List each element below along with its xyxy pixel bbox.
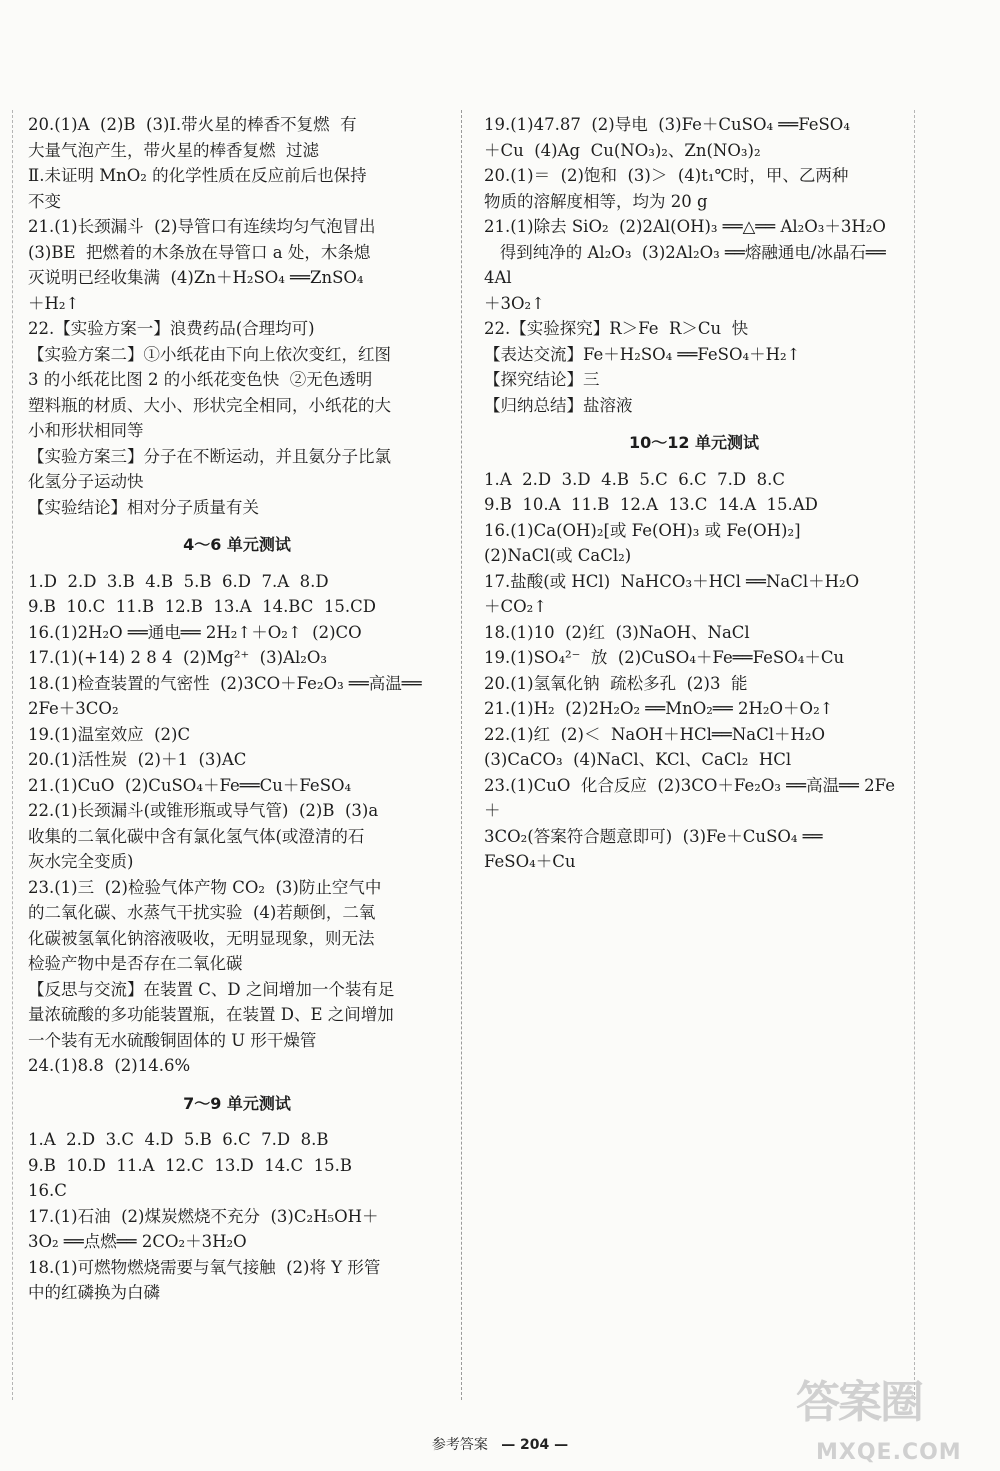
answer-line: FeSO₄＋Cu xyxy=(484,852,576,871)
answer-line: 不变 xyxy=(28,191,61,211)
answer-line: 19.(1)47.87 (2)导电 (3)Fe＋CuSO₄ ══FeSO₄ xyxy=(484,115,850,134)
answer-block xyxy=(28,316,446,520)
answer-line: (3)BE 把燃着的木条放在导管口 a 处，木条熄 xyxy=(28,242,371,262)
answer-line: (2)NaCl(或 CaCl₂) xyxy=(484,546,632,565)
answer-line: 物质的溶解度相等，均为 20 g xyxy=(484,191,708,211)
answer-block xyxy=(28,645,446,671)
answer-line: 【实验结论】相对分子质量有关 xyxy=(28,497,259,517)
answer-line: 3 的小纸花比图 2 的小纸花变色快 ②无色透明 xyxy=(28,370,373,389)
answer-line: 塑料瓶的材质、大小、形状完全相同，小纸花的大 xyxy=(28,395,391,415)
answer-line: 21.(1)除去 SiO₂ (2)2Al(OH)₃ ══△══ Al₂O₃＋3H₂O xyxy=(484,217,886,236)
answer-line: 1.A 2.D 3.D 4.B 5.C 6.C 7.D 8.C xyxy=(484,469,785,489)
answer-line: 【表达交流】Fe＋H₂SO₄ ══FeSO₄＋H₂↑ xyxy=(484,344,801,364)
answer-line: 22.(1)长颈漏斗(或锥形瓶或导气管) (2)B (3)a xyxy=(28,801,379,820)
answer-line: 18.(1)检查装置的气密性 (2)3CO＋Fe₂O₃ ══高温══ xyxy=(28,673,422,693)
answer-line: 22.【实验探究】R＞Fe R＞Cu 快 xyxy=(484,319,749,338)
answer-line: 20.(1)活性炭 (2)＋1 (3)AC xyxy=(28,750,247,769)
answer-block xyxy=(28,798,446,875)
answer-block xyxy=(484,569,904,620)
answer-line: 的二氧化碳、水蒸气干扰实验 (4)若颠倒，二氧 xyxy=(28,903,376,922)
answer-line: 【反思与交流】在装置 C、D 之间增加一个装有足 xyxy=(28,979,395,999)
answer-line: 20.(1)＝ (2)饱和 (3)＞ (4)t₁℃时，甲、乙两种 xyxy=(484,166,849,185)
answer-block xyxy=(484,620,904,646)
answer-line: 中的红磷换为白磷 xyxy=(28,1283,160,1302)
answer-line: 21.(1)长颈漏斗 (2)导管口有连续均匀气泡冒出 xyxy=(28,217,376,236)
answer-line: 16.C xyxy=(28,1181,67,1200)
answer-line: 1.A 2.D 3.C 4.D 5.B 6.C 7.D 8.B xyxy=(28,1130,329,1149)
answer-line: (3)CaCO₃ (4)NaCl、KCl、CaCl₂ HCl xyxy=(484,750,792,769)
answer-line: 20.(1)A (2)B (3)Ⅰ.带火星的棒香不复燃 有 xyxy=(28,115,357,134)
answer-block xyxy=(28,875,446,1054)
answer-line: 2Fe＋3CO₂ xyxy=(28,699,119,718)
answer-line: 9.B 10.C 11.B 12.B 13.A 14.BC 15.CD xyxy=(28,597,376,616)
answer-line: 【归纳总结】盐溶液 xyxy=(484,395,633,415)
answer-line: 3O₂ ══点燃══ 2CO₂＋3H₂O xyxy=(28,1232,247,1251)
watermark-url: MXQE.COM xyxy=(816,1440,962,1465)
answer-block xyxy=(28,620,446,646)
answer-line: 3CO₂(答案符合题意即可) (3)Fe＋CuSO₄ ══ xyxy=(484,826,823,846)
answer-line: 收集的二氧化碳中含有氯化氢气体(或澄清的石 xyxy=(28,826,365,846)
answer-line: ＋CO₂↑ xyxy=(484,597,548,616)
answer-block xyxy=(28,1204,446,1255)
answer-line: 23.(1)CuO 化合反应 (2)3CO＋Fe₂O₃ ══高温══ 2Fe＋ xyxy=(484,775,895,820)
answer-block xyxy=(484,722,904,773)
answer-block xyxy=(484,316,904,418)
answer-line: 小和形状相同等 xyxy=(28,421,144,440)
answer-line: 16.(1)Ca(OH)₂[或 Fe(OH)₃ 或 Fe(OH)₂] xyxy=(484,520,801,540)
answer-block xyxy=(28,1053,446,1079)
answer-line: 23.(1)三 (2)检验气体产物 CO₂ (3)防止空气中 xyxy=(28,877,382,897)
answer-block xyxy=(28,722,446,748)
answer-block xyxy=(484,773,904,875)
answer-line: 22.(1)红 (2)＜ NaOH＋HCl══NaCl＋H₂O xyxy=(484,724,826,744)
answer-block xyxy=(484,467,904,518)
answer-line: ＋H₂↑ xyxy=(28,293,80,313)
answer-line: 1.D 2.D 3.B 4.B 5.B 6.D 7.A 8.D xyxy=(28,571,329,591)
answer-line: 量浓硫酸的多功能装置瓶，在装置 D、E 之间增加 xyxy=(28,1005,394,1024)
answer-line: 化碳被氢氧化钠溶液吸收，无明显现象，则无法 xyxy=(28,928,375,948)
answer-block xyxy=(28,671,446,722)
answer-block xyxy=(484,214,904,316)
answer-line: ＋3O₂↑ xyxy=(484,293,545,313)
column-divider xyxy=(461,110,462,1400)
section-heading: 7～9 单元测试 xyxy=(183,1093,291,1113)
answer-line: 21.(1)H₂ (2)2H₂O₂ ══MnO₂══ 2H₂O＋O₂↑ xyxy=(484,699,834,718)
watermark-text: 答案圈 xyxy=(796,1377,922,1428)
answer-block xyxy=(28,214,446,316)
section-heading: 10～12 单元测试 xyxy=(628,433,760,452)
answer-line: 得到纯净的 Al₂O₃ (3)2Al₂O₃ ══熔融通电/冰晶石══ 4Al xyxy=(484,242,892,287)
answer-line: 21.(1)CuO (2)CuSO₄＋Fe══Cu＋FeSO₄ xyxy=(28,775,352,795)
answer-line: 22.【实验方案一】浪费药品(合理均可) xyxy=(28,319,315,338)
answer-line: 化氢分子运动快 xyxy=(28,472,144,491)
answer-block xyxy=(28,1127,446,1204)
answer-line: 9.B 10.A 11.B 12.A 13.C 14.A 15.AD xyxy=(484,495,818,514)
answer-line: 9.B 10.D 11.A 12.C 13.D 14.C 15.B xyxy=(28,1155,352,1175)
watermark-logo xyxy=(786,1377,986,1470)
answer-block xyxy=(28,747,446,773)
answer-line: Ⅱ.未证明 MnO₂ 的化学性质在反应前后也保持 xyxy=(28,166,367,185)
answer-line: 17.(1)石油 (2)煤炭燃烧不充分 (3)C₂H₅OH＋ xyxy=(28,1206,379,1226)
answer-block xyxy=(484,518,904,569)
answer-line: 16.(1)2H₂O ══通电══ 2H₂↑＋O₂↑ (2)CO xyxy=(28,622,362,642)
answer-block xyxy=(28,1255,446,1306)
section-heading: 4～6 单元测试 xyxy=(183,535,291,554)
answer-block xyxy=(28,569,446,620)
answer-block xyxy=(484,696,904,722)
answer-line: 【实验方案二】①小纸花由下向上依次变红，红图 xyxy=(28,344,391,364)
answer-line: 19.(1)SO₄²⁻ 放 (2)CuSO₄＋Fe══FeSO₄＋Cu xyxy=(484,648,845,667)
answer-block xyxy=(484,112,904,163)
answer-line: 19.(1)温室效应 (2)C xyxy=(28,724,191,744)
right-margin-rule xyxy=(914,110,915,1400)
answer-line: 18.(1)可燃物燃烧需要与氧气接触 (2)将 Y 形管 xyxy=(28,1257,381,1277)
answer-line: 灭说明已经收集满 (4)Zn＋H₂SO₄ ══ZnSO₄ xyxy=(28,268,364,287)
answer-line: 24.(1)8.8 (2)14.6% xyxy=(28,1056,191,1075)
answer-block xyxy=(484,671,904,697)
answer-line: 【实验方案三】分子在不断运动，并且氨分子比氯 xyxy=(28,446,391,466)
answer-block xyxy=(484,163,904,214)
answer-line: 检验产物中是否存在二氧化碳 xyxy=(28,954,243,973)
answer-line: 17.盐酸(或 HCl) NaHCO₃＋HCl ══NaCl＋H₂O xyxy=(484,571,860,591)
answer-line: ＋Cu (4)Ag Cu(NO₃)₂、Zn(NO₃)₂ xyxy=(484,140,761,160)
left-column xyxy=(28,112,446,1306)
right-column xyxy=(484,112,904,875)
footer-label: 参考答案 xyxy=(431,1437,488,1453)
answer-block xyxy=(28,773,446,799)
answer-line: 【探究结论】三 xyxy=(484,370,600,389)
answer-line: 灰水完全变质) xyxy=(28,852,134,871)
answer-line: 17.(1)(+14) 2 8 4 (2)Mg²⁺ (3)Al₂O₃ xyxy=(28,648,327,667)
answer-block xyxy=(28,112,446,214)
answer-block xyxy=(484,645,904,671)
answer-line: 20.(1)氢氧化钠 疏松多孔 (2)3 能 xyxy=(484,673,748,693)
page-number: — 204 — xyxy=(501,1437,569,1453)
answer-line: 一个装有无水硫酸铜固体的 U 形干燥管 xyxy=(28,1030,317,1050)
answer-line: 18.(1)10 (2)红 (3)NaOH、NaCl xyxy=(484,622,750,642)
answer-line: 大量气泡产生，带火星的棒香复燃 过滤 xyxy=(28,140,319,160)
left-margin-rule xyxy=(12,110,13,1400)
